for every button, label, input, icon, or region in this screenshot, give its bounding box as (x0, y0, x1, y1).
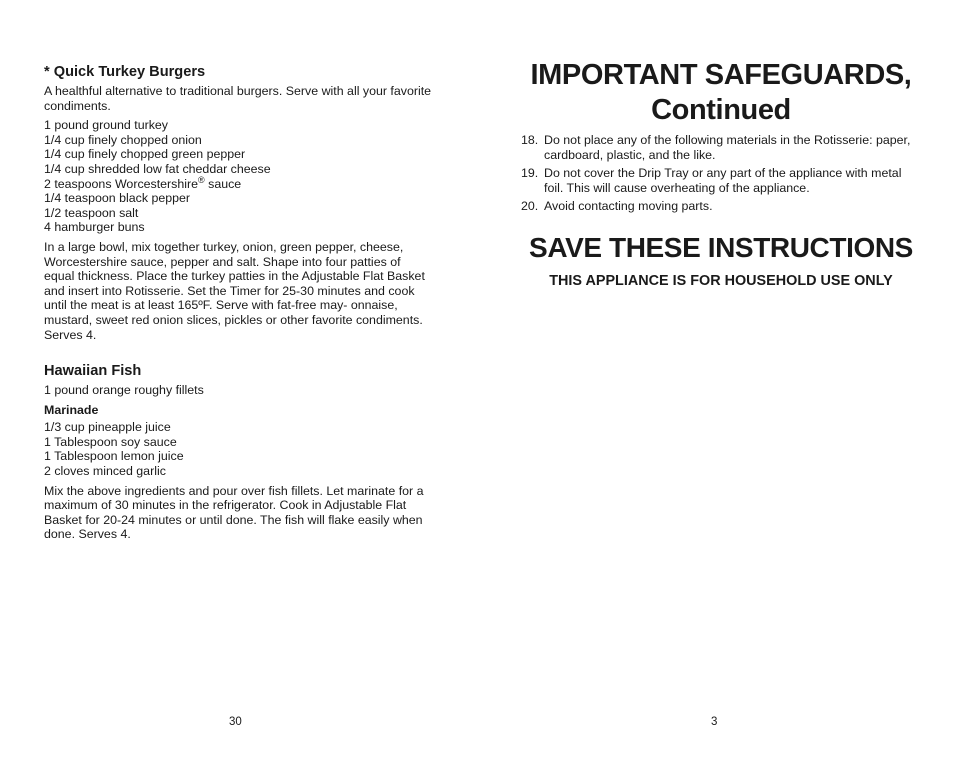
recipe-hawaiian-fish (44, 363, 434, 542)
marinade-list (44, 420, 434, 478)
recipe-intro: A healthful alternative to traditional burgers. Serve with all your favorite condiments. (44, 84, 432, 113)
recipe-title: * Quick Turkey Burgers (44, 64, 206, 80)
recipe-title: Hawaiian Fish (44, 363, 142, 380)
item-text: Avoid contacting moving parts. (544, 199, 713, 214)
ingredient-line: 4 hamburger buns (44, 220, 145, 235)
recipe-quick-turkey-burgers (44, 64, 434, 342)
safeguards-column (521, 58, 921, 290)
ingredient-line-worcestershire (44, 174, 434, 192)
item-text: Do not place any of the following materials in the Rotisserie: paper, cardboard, plastic, and the like. (544, 133, 911, 162)
ingredient-line: 1/4 cup finely chopped green pepper (44, 147, 246, 162)
item-number: 20. (521, 199, 539, 214)
safeguard-item (521, 133, 921, 162)
save-instructions-heading: SAVE THESE INSTRUCTIONS (529, 231, 913, 263)
ingredient-list (44, 118, 434, 235)
ingredient-suffix: sauce (204, 176, 242, 191)
recipe-directions: Mix the above ingredients and pour over fish fillets. Let marinate for a maximum of 30 minutes in the refrigerator. Cook in Adjustable Flat Basket for 20-24 minutes or until done. The fish will flake easily when done. Serves 4. (44, 483, 424, 542)
page-number: 30 (229, 716, 242, 728)
title-line-2: Continued (651, 94, 791, 126)
ingredient-line: 2 cloves minced garlic (44, 464, 166, 479)
page-number: 3 (711, 716, 718, 728)
household-use-notice: THIS APPLIANCE IS FOR HOUSEHOLD USE ONLY (549, 272, 893, 289)
ingredient-line: 1/4 cup finely chopped onion (44, 132, 202, 147)
ingredient-line: 1 Tablespoon lemon juice (44, 449, 184, 464)
safeguard-list (521, 133, 921, 214)
ingredient-line: 1/3 cup pineapple juice (44, 420, 171, 435)
page-title (521, 58, 921, 128)
ingredient-line: 1/2 teaspoon salt (44, 205, 139, 220)
safeguard-item (521, 199, 921, 214)
recipe-column (44, 64, 434, 547)
ingredient-line: 1/4 teaspoon black pepper (44, 191, 191, 206)
registered-mark: ® (198, 174, 205, 185)
ingredient-text: 2 teaspoons Worcestershire (44, 176, 199, 191)
item-number: 18. (521, 133, 539, 147)
item-number: 19. (521, 166, 539, 181)
ingredient-line: 1/4 cup shredded low fat cheddar cheese (44, 161, 271, 176)
recipe-directions: In a large bowl, mix together turkey, onion, green pepper, cheese, Worcestershire sauce, pepper and salt. Shape into four patties of equal thickness. Place the turkey patties in the Adjustable Flat Basket and insert into Rotisserie. Set the Timer for 25-30 minutes and cook until the meat is at least 165ºF. Serve with fat-free may- onnaise, mustard, sweet red onion slices, pickles or other favorite condiments. Serves 4. (44, 239, 425, 342)
ingredient-line: 1 pound ground turkey (44, 118, 168, 133)
marinade-heading: Marinade (44, 402, 99, 417)
main-ingredient: 1 pound orange roughy fillets (44, 383, 204, 398)
ingredient-line: 1 Tablespoon soy sauce (44, 434, 177, 449)
safeguard-item (521, 166, 921, 195)
title-line-1: IMPORTANT SAFEGUARDS, (530, 59, 912, 91)
item-text: Do not cover the Drip Tray or any part of the appliance with metal foil. This will cause overheating of the appliance. (544, 166, 902, 195)
right-page (477, 0, 954, 781)
